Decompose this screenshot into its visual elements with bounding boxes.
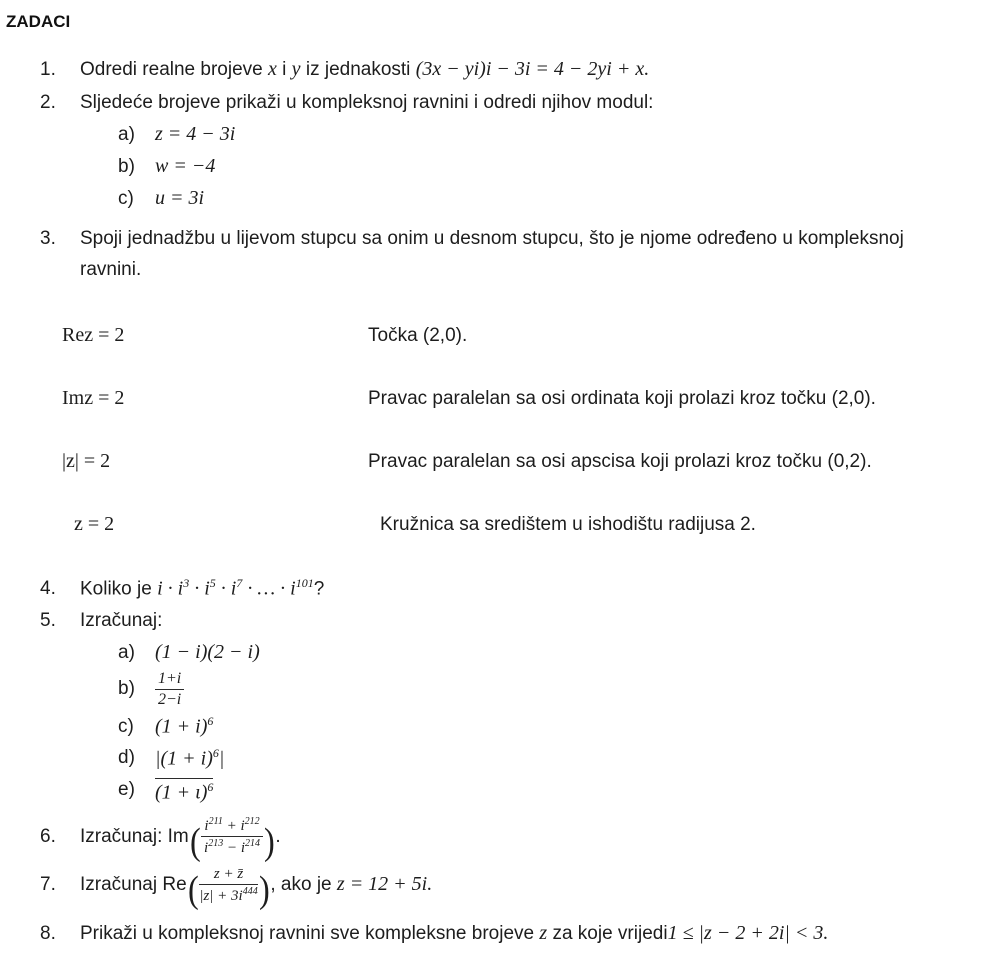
formula-part: i [204, 818, 209, 835]
problem-4-number: 4. [40, 578, 56, 600]
formula-part: − i [223, 839, 246, 856]
match-row [62, 450, 982, 477]
formula-part: · i [215, 577, 237, 600]
problem-7 [40, 866, 982, 912]
fraction-denominator [199, 885, 257, 905]
problem-1-text [80, 58, 960, 81]
problem-1-t1: i [276, 59, 292, 80]
item-b-label: b) [118, 678, 135, 700]
problem-7-text: Izračunaj Re( $\frac{z + z̄}{|z| + 3i^{444}}$ ), ako je z = 12 + 5i. [80, 866, 433, 912]
match-left-formula: Imz = 2 [62, 386, 125, 409]
item-c-label: c) [118, 187, 134, 209]
problem-2-text: Sljedeće brojeve prikaži u kompleksnoj ravnini i odredi njihov modul: [80, 92, 654, 113]
item-a-label: a) [118, 641, 135, 663]
problem-5-text: Izračunaj: [80, 610, 163, 632]
problem-2-number: 2. [40, 92, 56, 113]
problem-3-number: 3. [40, 228, 56, 249]
var-z: z [539, 922, 548, 945]
problem-8-inequality: 1 ≤ |z − 2 + 2i| < 3. [667, 922, 829, 945]
problem-2-sublist [80, 123, 982, 210]
exponent: 6 [207, 714, 214, 729]
fraction-numerator: z + z̄ [199, 866, 257, 885]
problem-1-t2: iz jednakosti [300, 59, 416, 80]
problem-5-item-c [118, 714, 982, 739]
match-row [62, 513, 982, 540]
fraction-numerator: 1+i [155, 670, 184, 690]
match-right-text: Kružnica sa središtem u ishodištu radijusa 2. [380, 513, 756, 535]
exponent: 213 [208, 837, 224, 849]
exponent: 444 [242, 885, 258, 897]
exponent: 212 [244, 816, 260, 828]
problem-8-mid: za koje vrijedi [547, 923, 668, 945]
item-b-fraction [155, 670, 184, 708]
item-b-formula: w = −4 [155, 155, 216, 177]
match-right-text: Pravac paralelan sa osi apscisa koji prolazi kroz točku (0,2). [368, 450, 872, 472]
exponent: 211 [208, 816, 223, 828]
formula-part: | [218, 747, 225, 770]
problem-7-fraction [199, 866, 257, 904]
problem-1-number: 1. [40, 59, 56, 80]
item-a-formula: z = 4 − 3i [155, 123, 236, 145]
match-left-formula: Rez = 2 [62, 323, 125, 346]
item-c-label: c) [118, 715, 134, 737]
problem-1-equation: (3x − yi)i − 3i = 4 − 2yi + x. [415, 58, 650, 80]
problem-5-item-b [118, 670, 982, 708]
formula-part: + i [222, 818, 245, 835]
fraction-denominator [201, 837, 262, 857]
formula-part: · i [189, 577, 210, 600]
problem-4-post: ? [313, 578, 325, 600]
formula-part: |z| + 3i [199, 887, 243, 904]
problem-8-number: 8. [40, 923, 56, 945]
problem-8 [40, 922, 982, 945]
exponent: 101 [295, 575, 314, 590]
item-d-label: d) [118, 747, 135, 769]
problem-3 [40, 223, 982, 286]
problem-6 [40, 816, 982, 864]
formula-base: (1 + i) [155, 715, 208, 738]
problem-6-post: . [275, 825, 281, 847]
problem-2-item-a [118, 123, 982, 146]
exponent: 3 [183, 575, 190, 590]
match-row [62, 387, 982, 414]
problem-8-pre: Prikaži u kompleksnoj ravnini sve kompleksne brojeve [80, 923, 540, 945]
matching-section [62, 324, 982, 540]
match-left-formula: z = 2 [74, 512, 115, 535]
item-d-formula [155, 746, 224, 771]
problem-5-sublist [80, 641, 982, 802]
item-a-label: a) [118, 123, 135, 145]
item-c-formula: u = 3i [155, 187, 205, 209]
exponent: 214 [245, 837, 261, 849]
match-right-text: Točka (2,0). [368, 324, 468, 346]
var-y: y [291, 58, 301, 80]
problem-4-pre: Koliko je [80, 578, 158, 600]
fraction-numerator [201, 816, 262, 837]
fraction-denominator: 2−i [158, 690, 182, 708]
problem-5-item-a [118, 641, 982, 664]
exponent: 6 [207, 779, 214, 794]
item-b-label: b) [118, 155, 135, 177]
item-e-label: e) [118, 778, 135, 800]
item-e-conjugate-formula [155, 778, 213, 803]
problem-6-pre: Izračunaj: Im [80, 825, 189, 847]
problem-7-number: 7. [40, 873, 56, 895]
match-left-formula: |z| = 2 [62, 449, 111, 472]
problem-4 [40, 576, 982, 600]
exponent: 7 [236, 575, 243, 590]
formula-base: (1 + ι) [155, 781, 208, 804]
item-c-formula [155, 714, 213, 739]
problem-2-item-c [118, 187, 982, 210]
problem-6-number: 6. [40, 825, 56, 847]
formula-part: |(1 + i) [155, 747, 213, 770]
problem-4-text [80, 576, 960, 600]
exponent: 5 [209, 575, 216, 590]
var-x: x [268, 58, 277, 80]
match-row [62, 324, 982, 351]
formula-part: i · i [157, 577, 184, 600]
problem-1 [40, 58, 982, 81]
match-right-text: Pravac paralelan sa osi ordinata koji prolazi kroz točku (2,0). [368, 387, 876, 409]
problem-2-item-b [118, 155, 982, 178]
formula-part: · … · i [242, 577, 296, 600]
problem-6-text: Izračunaj: Im( $\frac{i^{211} + i^{212}}{i^{213} - i^{214}}$ ). [80, 816, 281, 864]
problem-5-number: 5. [40, 610, 56, 632]
problem-5-item-d [118, 746, 982, 771]
page-title: ZADACI [6, 12, 71, 31]
item-a-formula: (1 − i)(2 − i) [155, 641, 260, 664]
problem-5 [40, 610, 982, 632]
problem-7-mid: , ako je [270, 873, 337, 895]
problem-6-fraction [201, 816, 262, 856]
formula-part: i [204, 839, 209, 856]
problem-3-text: Spoji jednadžbu u lijevom stupcu sa onim u desnom stupcu, što je njome određeno u kompleksnoj ravnini. [80, 228, 904, 281]
problem-2 [40, 92, 982, 114]
problem-8-text [80, 922, 960, 945]
problem-7-pre: Izračunaj Re [80, 873, 187, 895]
problem-7-equation: z = 12 + 5i. [336, 872, 433, 895]
problem-5-item-e [118, 778, 982, 803]
exponent: 6 [212, 745, 219, 760]
problem-1-pre: Odredi realne brojeve [80, 59, 268, 80]
